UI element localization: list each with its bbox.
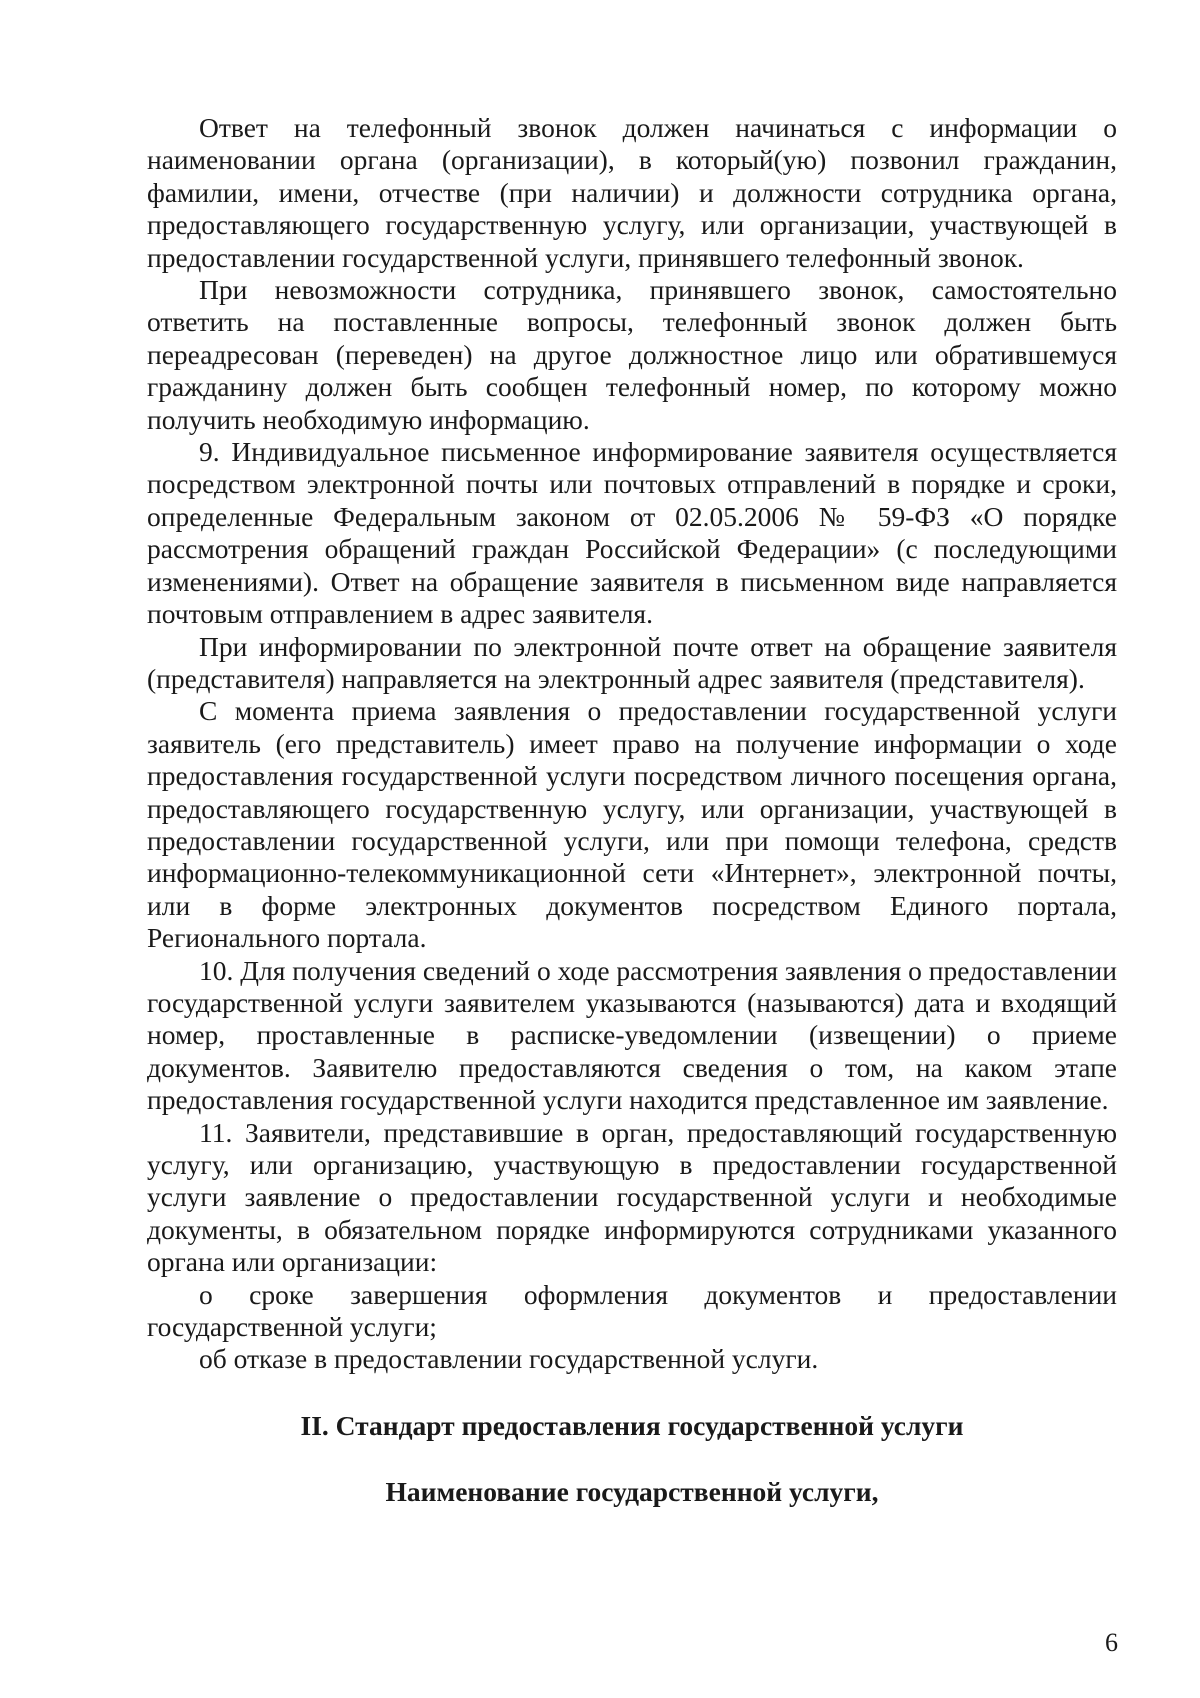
paragraph-item-11: 11. Заявители, представившие в орган, предоставляющий государственную услугу, или организацию, участвующую в предоставлении государственной услуги заявление о предоставлении государственной услуги и необходимые документы, в обязательном порядке информируются сотрудниками указанного органа или организации: — [147, 1116, 1117, 1278]
page-number: 6 — [1105, 1628, 1118, 1657]
document-page — [147, 112, 1117, 1509]
paragraph-progress-info: С момента приема заявления о предоставлении государственной услуги заявитель (его представитель) имеет право на получение информации о ходе предоставления государственной услуги посредством личного посещения органа, предоставляющего государственную услугу, или организации, участвующей в предоставлении государственной услуги, или при помощи телефона, средств информационно-телекоммуникационной сети «Интернет», электронной почты, или в форме электронных документов посредством Единого портала, Регионального портала. — [147, 695, 1117, 954]
paragraph-item-9: 9. Индивидуальное письменное информирование заявителя осуществляется посредством электронной почты или почтовых отправлений в порядке и сроки, определенные Федеральным законом от 02.05.2006 № 59-ФЗ «О порядке рассмотрения обращений граждан Российской Федерации» (с последующими изменениями). Ответ на обращение заявителя в письменном виде направляется почтовым отправлением в адрес заявителя. — [147, 436, 1117, 630]
paragraph-phone-answer: Ответ на телефонный звонок должен начинаться с информации о наименовании органа (организации), в который(ую) позвонил гражданин, фамилии, имени, отчестве (при наличии) и должности сотрудника органа, предоставляющего государственную услугу, или организации, участвующей в предоставлении государственной услуги, принявшего телефонный звонок. — [147, 112, 1117, 273]
section-heading: II. Стандарт предоставления государственной услуги — [300, 1409, 964, 1441]
paragraph-email-info: При информировании по электронной почте ответ на обращение заявителя (представителя) направляется на электронный адрес заявителя (представителя). — [147, 630, 1117, 694]
subsection-heading: Наименование государственной услуги, — [385, 1476, 879, 1508]
paragraph-refusal-notice: об отказе в предоставлении государственной услуги. — [199, 1343, 819, 1375]
paragraph-phone-redirect: При невозможности сотрудника, принявшего звонок, самостоятельно ответить на поставленные вопросы, телефонный звонок должен быть переадресован (переведен) на другое должностное лицо или обратившемуся гражданину должен быть сообщен телефонный номер, по которому можно получить необходимую информацию. — [147, 274, 1117, 435]
paragraph-item-10: 10. Для получения сведений о ходе рассмотрения заявления о предоставлении государственной услуги заявителем указываются (называются) дата и входящий номер, проставленные в расписке-уведомлении (извещении) о приеме документов. Заявителю предоставляются сведения о том, на каком этапе предоставления государственной услуги находится представленное им заявление. — [147, 954, 1117, 1116]
paragraph-deadline-notice: о сроке завершения оформления документов и предоставлении государственной услуги; — [147, 1278, 1117, 1343]
